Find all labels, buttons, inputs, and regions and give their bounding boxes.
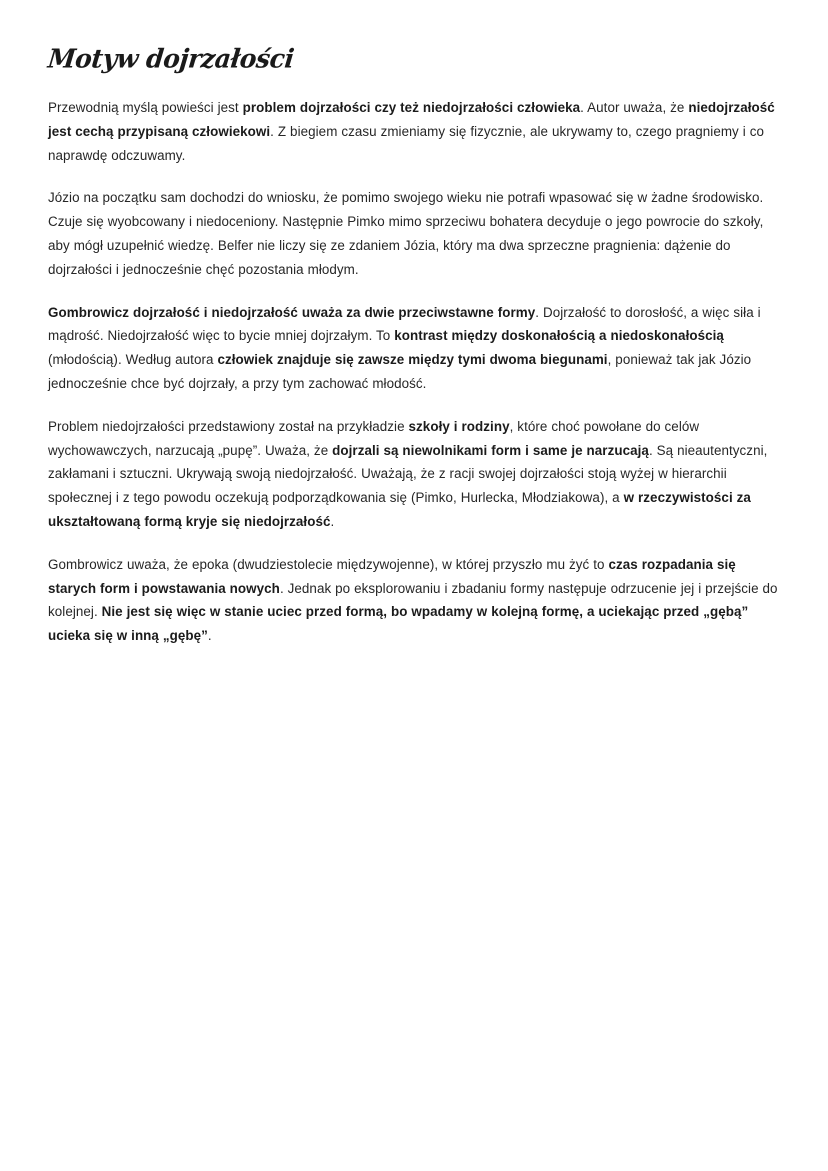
emphasis-run: niedojrzałość jest cechą przypisaną człowiekowi xyxy=(48,100,775,139)
paragraph-1 xyxy=(48,96,780,167)
emphasis-run: Gombrowicz dojrzałość i niedojrzałość uważa za dwie przeciwstawne formy xyxy=(48,304,536,320)
text-run: . Dojrzałość to dorosłość, a więc siła i mądrość. Niedojrzałość więc to bycie mniej dojrzałym. To xyxy=(48,304,761,344)
document-content xyxy=(48,44,780,648)
emphasis-run: szkoły i rodziny xyxy=(408,418,510,434)
paragraph-2 xyxy=(48,186,780,281)
text-run: , ponieważ tak jak Józio jednocześnie chce być dojrzały, a przy tym zachować młodość. xyxy=(48,352,752,391)
emphasis-run: kontrast między doskonałością a niedoskonałością xyxy=(394,328,724,344)
text-run: Problem niedojrzałości przedstawiony został na przykładzie xyxy=(48,418,409,434)
text-run: . xyxy=(207,628,212,644)
emphasis-run: czas rozpadania się starych form i powstawania nowych xyxy=(48,556,736,596)
text-run: . Są nieautentyczni, zakłamani i sztuczni. Ukrywają swoją niedojrzałość. Uważają, że z racji swojej dojrzałości stoją wyżej w hierarchii społecznej i z tego powodu oczekują podporządkowania się (Pimko, Hurlecka, Młodziakowa), a xyxy=(48,442,768,506)
paragraph-3 xyxy=(48,301,780,396)
text-run: Gombrowicz uważa, że epoka (dwudziestolecie międzywojenne), w której przyszło mu żyć to xyxy=(48,556,609,572)
emphasis-run: w rzeczywistości za ukształtowaną formą kryje się niedojrzałość xyxy=(48,490,751,529)
text-run: , które choć powołane do celów wychowawczych, narzucają „pupę”. Uważa, że xyxy=(48,418,700,458)
emphasis-run: problem dojrzałości czy też niedojrzałości człowieka xyxy=(242,100,581,115)
paragraph-4 xyxy=(48,415,780,534)
text-run: . Jednak po eksplorowaniu i zbadaniu formy następuje odrzucenie jej i przejście do kolejnej. xyxy=(48,580,778,620)
emphasis-run: dojrzali są niewolnikami form i same je narzucają xyxy=(332,442,649,458)
text-run: Przewodnią myślą powieści jest xyxy=(48,100,243,115)
text-run: Józio na początku sam dochodzi do wniosku, że pomimo swojego wieku nie potrafi wpasować się w żadne środowisko. Czuje się wyobcowany i niedoceniony. Następnie Pimko mimo sprzeciwu bohatera decyduje o jego powrocie do szkoły, aby mógł uzupełnić wiedzę. Belfer nie liczy się ze zdaniem Józia, który ma dwa sprzeczne pragnienia: dążenie do dojrzałości i jednocześnie chęć pozostania młodym. xyxy=(48,190,764,277)
text-run: . xyxy=(330,513,335,529)
emphasis-run: Nie jest się więc w stanie uciec przed formą, bo wpadamy w kolejną formę, a uciekając przed „gębą” ucieka się w inną „gębę” xyxy=(48,604,749,644)
text-run: . Autor uważa, że xyxy=(580,100,689,115)
text-run: (młodością). Według autora xyxy=(48,352,218,368)
emphasis-run: człowiek znajduje się zawsze między tymi dwoma biegunami xyxy=(217,352,608,368)
page-title: Motyw dojrzałości xyxy=(46,43,296,74)
text-run: . Z biegiem czasu zmieniamy się fizycznie, ale ukrywamy to, czego pragniemy i co naprawdę odczuwamy. xyxy=(48,123,764,163)
paragraph-5 xyxy=(48,553,780,648)
